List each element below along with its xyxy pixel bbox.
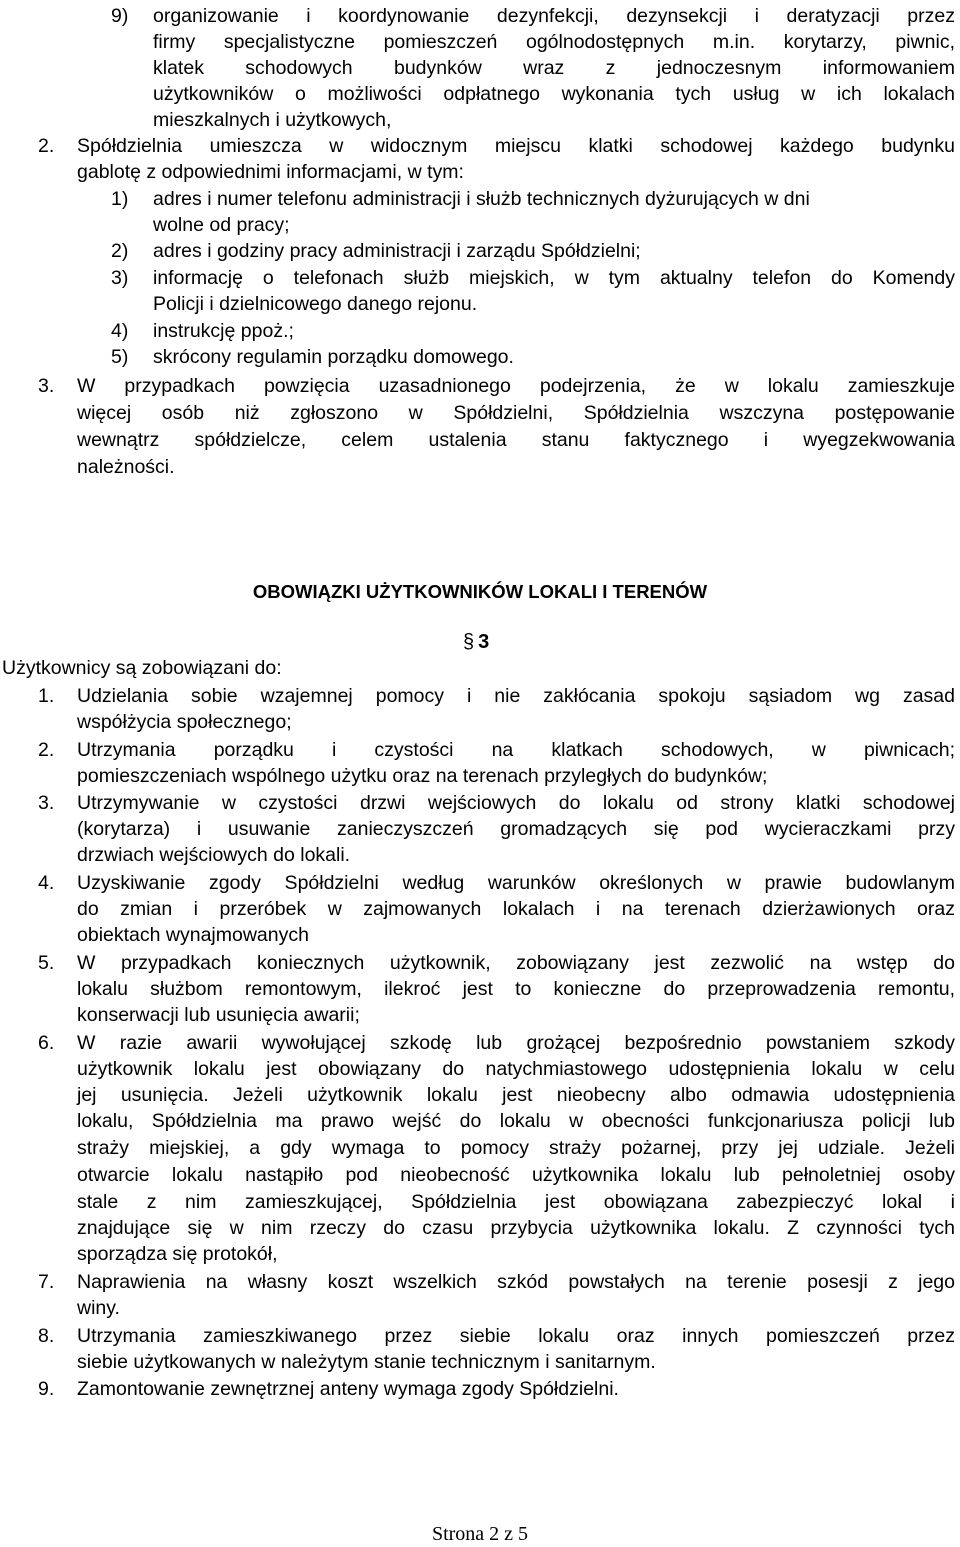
list-number: 3. (38, 375, 55, 397)
paragraph-line: Policji i dzielnicowego danego rejonu. (153, 293, 478, 315)
paragraph-line: stale z nim zamieszkującej, Spółdzielnia jest obowiązana zabezpieczyć lokal i (77, 1191, 955, 1213)
list-number: 2. (38, 739, 55, 761)
paragraph-line: wolne od pracy; (153, 214, 290, 236)
paragraph-line: należności. (77, 456, 175, 478)
list-number: 3. (38, 792, 55, 814)
paragraph-line: Udzielania sobie wzajemnej pomocy i nie zakłócania spokoju sąsiadom wg zasad (77, 685, 955, 707)
paragraph-line: instrukcję ppoż.; (153, 320, 294, 342)
paragraph-line: mieszkalnych i użytkowych, (153, 109, 392, 131)
section-title: OBOWIĄZKI UŻYTKOWNIKÓW LOKALI I TERENÓW (252, 581, 708, 602)
paragraph-line: (korytarza) i usuwanie zanieczyszczeń gromadzących się pod wycieraczkami przy (77, 818, 955, 840)
list-number: 1) (111, 188, 129, 210)
paragraph-line: drzwiach wejściowych do lokali. (77, 844, 351, 866)
paragraph-line: Utrzymania zamieszkiwanego przez siebie lokalu oraz innych pomieszczeń przez (77, 1325, 955, 1347)
paragraph-line: Utrzymywanie w czystości drzwi wejściowych do lokalu od strony klatki schodowej (77, 792, 955, 814)
list-number: 3) (111, 267, 129, 289)
paragraph-line: znajdujące się w nim rzeczy do czasu przybycia użytkownika lokalu. Z czynności tych (77, 1217, 955, 1239)
paragraph-line: Naprawienia na własny koszt wszelkich szkód powstałych na terenie posesji z jego (77, 1271, 955, 1293)
paragraph-line: W razie awarii wywołującej szkodę lub grożącej bezpośrednio powstaniem szkody (77, 1032, 955, 1054)
list-number: 2) (111, 240, 129, 262)
paragraph-line: winy. (77, 1297, 120, 1319)
paragraph-line: pomieszczeniach wspólnego użytku oraz na terenach przyległych do budynków; (77, 765, 768, 787)
section-number (463, 629, 489, 655)
list-number: 7. (38, 1271, 55, 1293)
paragraph-line: W przypadkach powzięcia uzasadnionego podejrzenia, że w lokalu zamieszkuje (77, 375, 955, 397)
paragraph-line: obiektach wynajmowanych (77, 924, 309, 946)
paragraph-line: wewnątrz spółdzielcze, celem ustalenia stanu faktycznego i wyegzekwowania (77, 429, 955, 451)
list-number: 8. (38, 1325, 55, 1347)
list-number: 1. (38, 685, 55, 707)
section-number-value: 3 (478, 631, 490, 653)
paragraph-line: klatek schodowych budynków wraz z jednoczesnym informowaniem (153, 57, 955, 79)
paragraph-line: firmy specjalistyczne pomieszczeń ogólnodostępnych m.in. korytarzy, piwnic, (153, 31, 955, 53)
paragraph-line: Uzyskiwanie zgody Spółdzielni według warunków określonych w prawie budowlanym (77, 872, 955, 894)
paragraph-line: adres i godziny pracy administracji i zarządu Spółdzielni; (153, 240, 641, 262)
paragraph-line: lokalu służbom remontowym, ilekroć jest to konieczne do przeprowadzenia remontu, (77, 978, 955, 1000)
list-number: 4. (38, 872, 55, 894)
paragraph-line: organizowanie i koordynowanie dezynfekcji, dezynsekcji i deratyzacji przez (153, 5, 955, 27)
paragraph-line: adres i numer telefonu administracji i służb technicznych dyżurujących w dni (153, 188, 810, 210)
paragraph-line: do zmian i przeróbek w zajmowanych lokalach i na terenach dzierżawionych oraz (77, 898, 955, 920)
paragraph-line: użytkowników o możliwości odpłatnego wykonania tych usług w ich lokalach (153, 83, 955, 105)
paragraph-line: Utrzymania porządku i czystości na klatkach schodowych, w piwnicach; (77, 739, 955, 761)
list-number: 5) (111, 346, 129, 368)
paragraph-line: W przypadkach koniecznych użytkownik, zobowiązany jest zezwolić na wstęp do (77, 952, 955, 974)
section-intro: Użytkownicy są zobowiązani do: (2, 657, 282, 679)
list-number: 2. (38, 135, 55, 157)
paragraph-line: konserwacji lub usunięcia awarii; (77, 1004, 360, 1026)
paragraph-line: jej usunięcia. Jeżeli użytkownik lokalu jest nieobecny albo odmawia udostępnienia (77, 1084, 955, 1106)
list-number: 4) (111, 320, 129, 342)
list-number: 5. (38, 952, 55, 974)
list-number: 6. (38, 1032, 55, 1054)
page-footer: Strona 2 z 5 (431, 1523, 529, 1545)
paragraph-line: gablotę z odpowiednimi informacjami, w tym: (77, 161, 464, 183)
paragraph-line: otwarcie lokalu nastąpiło pod nieobecność użytkownika lokalu lub pełnoletniej osoby (77, 1164, 955, 1186)
paragraph-line: siebie użytkowanych w należytym stanie technicznym i sanitarnym. (77, 1351, 656, 1373)
paragraph-line: informację o telefonach służb miejskich, w tym aktualny telefon do Komendy (153, 267, 955, 289)
paragraph-line: współżycia społecznego; (77, 711, 292, 733)
list-number: 9) (111, 5, 129, 27)
paragraph-line: użytkownik lokalu jest obowiązany do natychmiastowego udostępnienia lokalu w celu (77, 1058, 955, 1080)
paragraph-line: lokalu, Spółdzielnia ma prawo wejść do lokalu w obecności funkcjonariusza policji lub (77, 1110, 955, 1132)
paragraph-line: sporządza się protokół, (77, 1243, 278, 1265)
section-symbol: § (463, 631, 475, 653)
list-number: 9. (38, 1378, 55, 1400)
paragraph-line: skrócony regulamin porządku domowego. (153, 346, 514, 368)
paragraph-line: więcej osób niż zgłoszono w Spółdzielni, Spółdzielnia wszczyna postępowanie (77, 402, 955, 424)
paragraph-line: Zamontowanie zewnętrznej anteny wymaga zgody Spółdzielni. (77, 1378, 619, 1400)
paragraph-line: straży miejskiej, a gdy wymaga to pomocy straży pożarnej, przy jej udziale. Jeżeli (77, 1137, 955, 1159)
paragraph-line: Spółdzielnia umieszcza w widocznym miejscu klatki schodowej każdego budynku (77, 135, 955, 157)
